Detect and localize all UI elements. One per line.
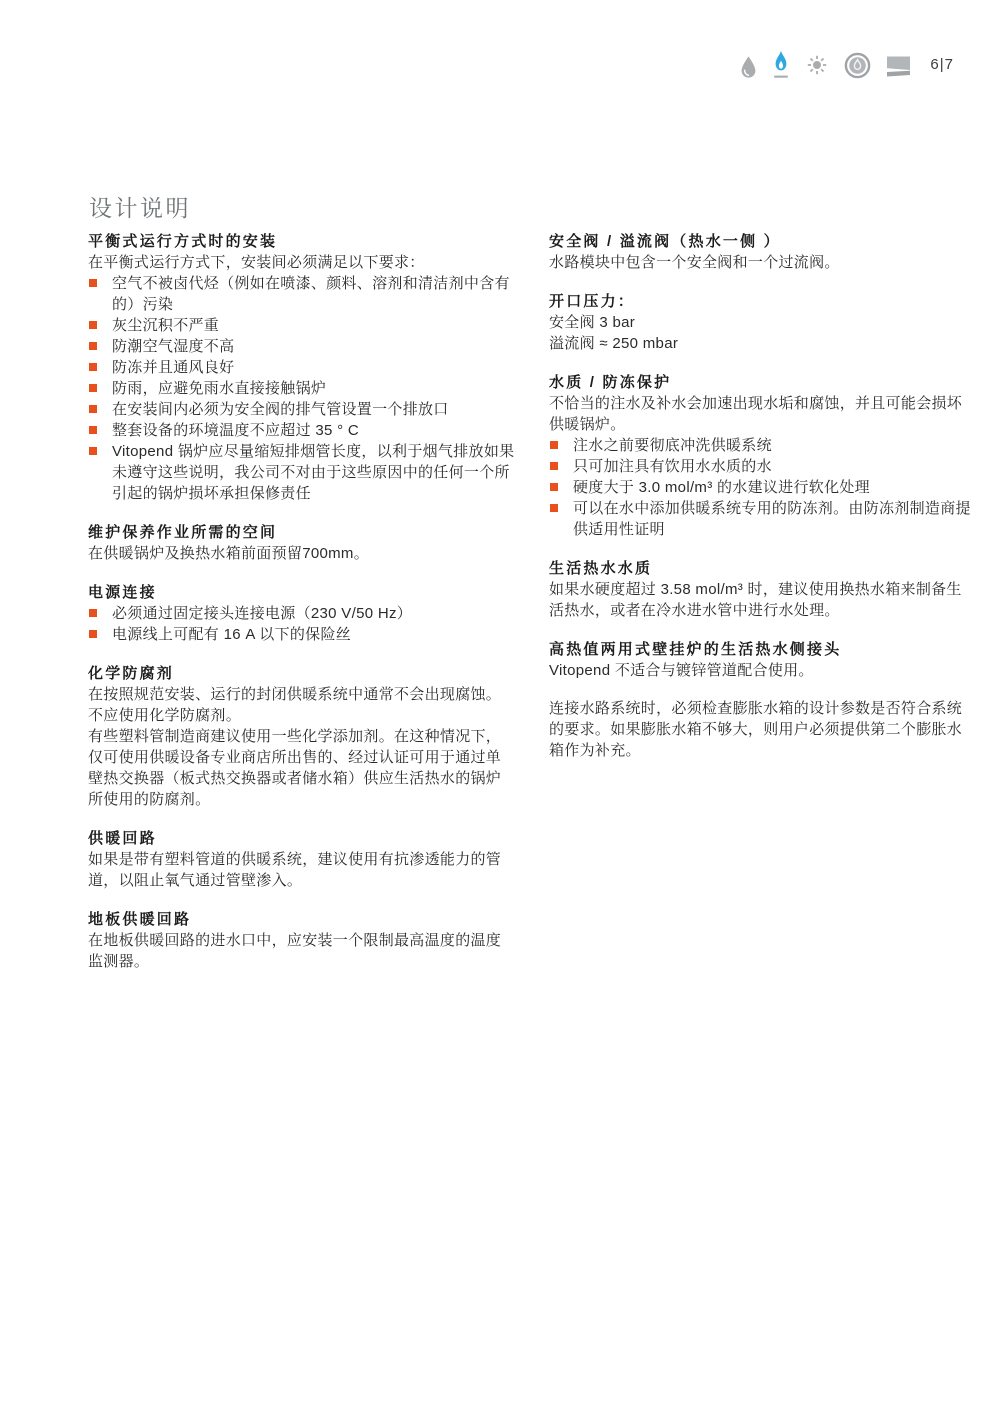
section-chemical-inhibitors bbox=[88, 663, 516, 810]
bullet-text: 注水之前要彻底冲洗供暖系统 bbox=[573, 437, 772, 454]
gas-flame-icon bbox=[772, 50, 790, 79]
bullet-text: 防冻并且通风良好 bbox=[112, 359, 235, 376]
section-heading: 维护保养作业所需的空间 bbox=[88, 524, 278, 541]
section-heading: 水质 / 防冻保护 bbox=[549, 374, 672, 391]
bullet-text: 灰尘沉积不严重 bbox=[112, 317, 220, 334]
bullet-list bbox=[88, 273, 516, 504]
section-heading: 化学防腐剂 bbox=[88, 665, 175, 682]
bullet-square-icon bbox=[550, 504, 558, 512]
bullet-item bbox=[88, 315, 516, 336]
bullet-text: 整套设备的环境温度不应超过 35 ° C bbox=[112, 422, 360, 439]
content-columns bbox=[88, 231, 974, 990]
bullet-square-icon bbox=[550, 441, 558, 449]
bullet-item bbox=[88, 624, 516, 645]
page-number: 6|7 bbox=[930, 55, 954, 73]
section-heading: 生活热水水质 bbox=[549, 560, 653, 577]
bullet-text: 空气不被卤代烃（例如在喷漆、颜料、溶剂和清洁剂中含有的）污染 bbox=[112, 275, 510, 313]
page-title: 设计说明 bbox=[89, 195, 191, 221]
section-opening-pressure bbox=[549, 291, 974, 354]
section-floor-heating-circuit bbox=[88, 909, 516, 972]
bullet-item bbox=[88, 603, 516, 624]
section-heading: 供暖回路 bbox=[88, 830, 157, 847]
bullet-square-icon bbox=[89, 321, 97, 329]
bullet-square-icon bbox=[89, 447, 97, 455]
section-dhw-connection bbox=[549, 639, 974, 761]
bullet-item bbox=[88, 273, 516, 315]
water-drop-icon bbox=[740, 56, 757, 79]
bullet-item bbox=[549, 498, 974, 540]
section-installation bbox=[88, 231, 516, 504]
bullet-square-icon bbox=[550, 483, 558, 491]
bullet-item bbox=[549, 435, 974, 456]
bullet-item bbox=[88, 399, 516, 420]
section-heading: 高热值两用式壁挂炉的生活热水侧接头 bbox=[549, 641, 842, 658]
paragraph: 如果水硬度超过 3.58 mol/m³ 时，建议使用换热水箱来制备生活热水，或者在冷水进水管中进行水处理。 bbox=[549, 581, 962, 619]
bullet-text: Vitopend 锅炉应尽量缩短排烟管长度，以利于烟气排放如果未遵守这些说明，我公司不对由于这些原因中的任何一个所引起的锅炉损坏承担保修责任 bbox=[112, 443, 515, 502]
section-heading: 平衡式运行方式时的安装 bbox=[88, 233, 278, 250]
bullet-text: 在安装间内必须为安全阀的排气管设置一个排放口 bbox=[112, 401, 449, 418]
paragraph: 在供暖锅炉及换热水箱前面预留700mm。 bbox=[88, 545, 370, 562]
bullet-square-icon bbox=[89, 342, 97, 350]
bullet-square-icon bbox=[89, 384, 97, 392]
paragraph: 安全阀 3 bar bbox=[549, 314, 636, 331]
bullet-square-icon bbox=[89, 609, 97, 617]
page-header bbox=[740, 50, 954, 79]
bullet-list bbox=[88, 603, 516, 645]
left-column bbox=[88, 231, 516, 990]
paragraph: 如果是带有塑料管道的供暖系统，建议使用有抗渗透能力的管道，以阻止氧气通过管壁渗入。 bbox=[88, 851, 502, 889]
bullet-square-icon bbox=[89, 630, 97, 638]
section-water-quality bbox=[549, 372, 974, 540]
paragraph: 在平衡式运行方式下，安装间必须满足以下要求： bbox=[88, 254, 425, 271]
bullet-square-icon bbox=[89, 426, 97, 434]
paragraph: 溢流阀 ≈ 250 mbar bbox=[549, 335, 679, 352]
bullet-square-icon bbox=[550, 462, 558, 470]
bullet-square-icon bbox=[89, 363, 97, 371]
bullet-text: 硬度大于 3.0 mol/m³ 的水建议进行软化处理 bbox=[573, 479, 870, 496]
bullet-item bbox=[88, 357, 516, 378]
right-column bbox=[549, 231, 974, 990]
section-heading: 电源连接 bbox=[88, 584, 157, 601]
bullet-item bbox=[549, 477, 974, 498]
section-dhw-quality bbox=[549, 558, 974, 621]
bullet-text: 可以在水中添加供暖系统专用的防冻剂。由防冻剂制造商提供适用性证明 bbox=[573, 500, 971, 538]
sun-icon bbox=[805, 53, 829, 77]
bullet-text: 必须通过固定接头连接电源（230 V/50 Hz） bbox=[112, 605, 413, 622]
section-heading: 开口压力： bbox=[549, 293, 636, 310]
section-maintenance-space bbox=[88, 522, 516, 564]
bullet-item bbox=[88, 378, 516, 399]
burner-flame-icon bbox=[844, 52, 871, 79]
section-safety-valve bbox=[549, 231, 974, 273]
bullet-text: 防雨，应避免雨水直接接触锅炉 bbox=[112, 380, 327, 397]
bullet-list bbox=[549, 435, 974, 540]
paragraph: Vitopend 不适合与镀锌管道配合使用。 bbox=[549, 662, 814, 679]
paragraph: 在按照规范安装、运行的封闭供暖系统中通常不会出现腐蚀。不应使用化学防腐剂。 bbox=[88, 686, 502, 724]
bullet-item bbox=[88, 420, 516, 441]
paragraph: 在地板供暖回路的进水口中，应安装一个限制最高温度的温度监测器。 bbox=[88, 932, 502, 970]
bullet-text: 只可加注具有饮用水水质的水 bbox=[573, 458, 772, 475]
bullet-item bbox=[549, 456, 974, 477]
bullet-text: 电源线上可配有 16 A 以下的保险丝 bbox=[112, 626, 352, 643]
section-heading: 地板供暖回路 bbox=[88, 911, 192, 928]
section-heading: 安全阀 / 溢流阀（热水一侧 ） bbox=[549, 233, 781, 250]
bullet-square-icon bbox=[89, 279, 97, 287]
paragraph: 有些塑料管制造商建议使用一些化学添加剂。在这种情况下，仅可使用供暖设备专业商店所出售的、经过认证可用于通过单壁热交换器（板式热交换器或者储水箱）供应生活热水的锅炉所使用的防腐剂。 bbox=[88, 728, 502, 808]
section-heating-circuit bbox=[88, 828, 516, 891]
bullet-square-icon bbox=[89, 405, 97, 413]
section-power-connection bbox=[88, 582, 516, 645]
bullet-item bbox=[88, 441, 516, 504]
bullet-text: 防潮空气湿度不高 bbox=[112, 338, 235, 355]
solid-fuel-icon bbox=[886, 54, 911, 79]
paragraph: 水路模块中包含一个安全阀和一个过流阀。 bbox=[549, 254, 840, 271]
paragraph: 不恰当的注水及补水会加速出现水垢和腐蚀，并且可能会损坏供暖锅炉。 bbox=[549, 395, 963, 433]
paragraph: 连接水路系统时，必须检查膨胀水箱的设计参数是否符合系统的要求。如果膨胀水箱不够大，则用户必须提供第二个膨胀水箱作为补充。 bbox=[549, 700, 963, 759]
bullet-item bbox=[88, 336, 516, 357]
